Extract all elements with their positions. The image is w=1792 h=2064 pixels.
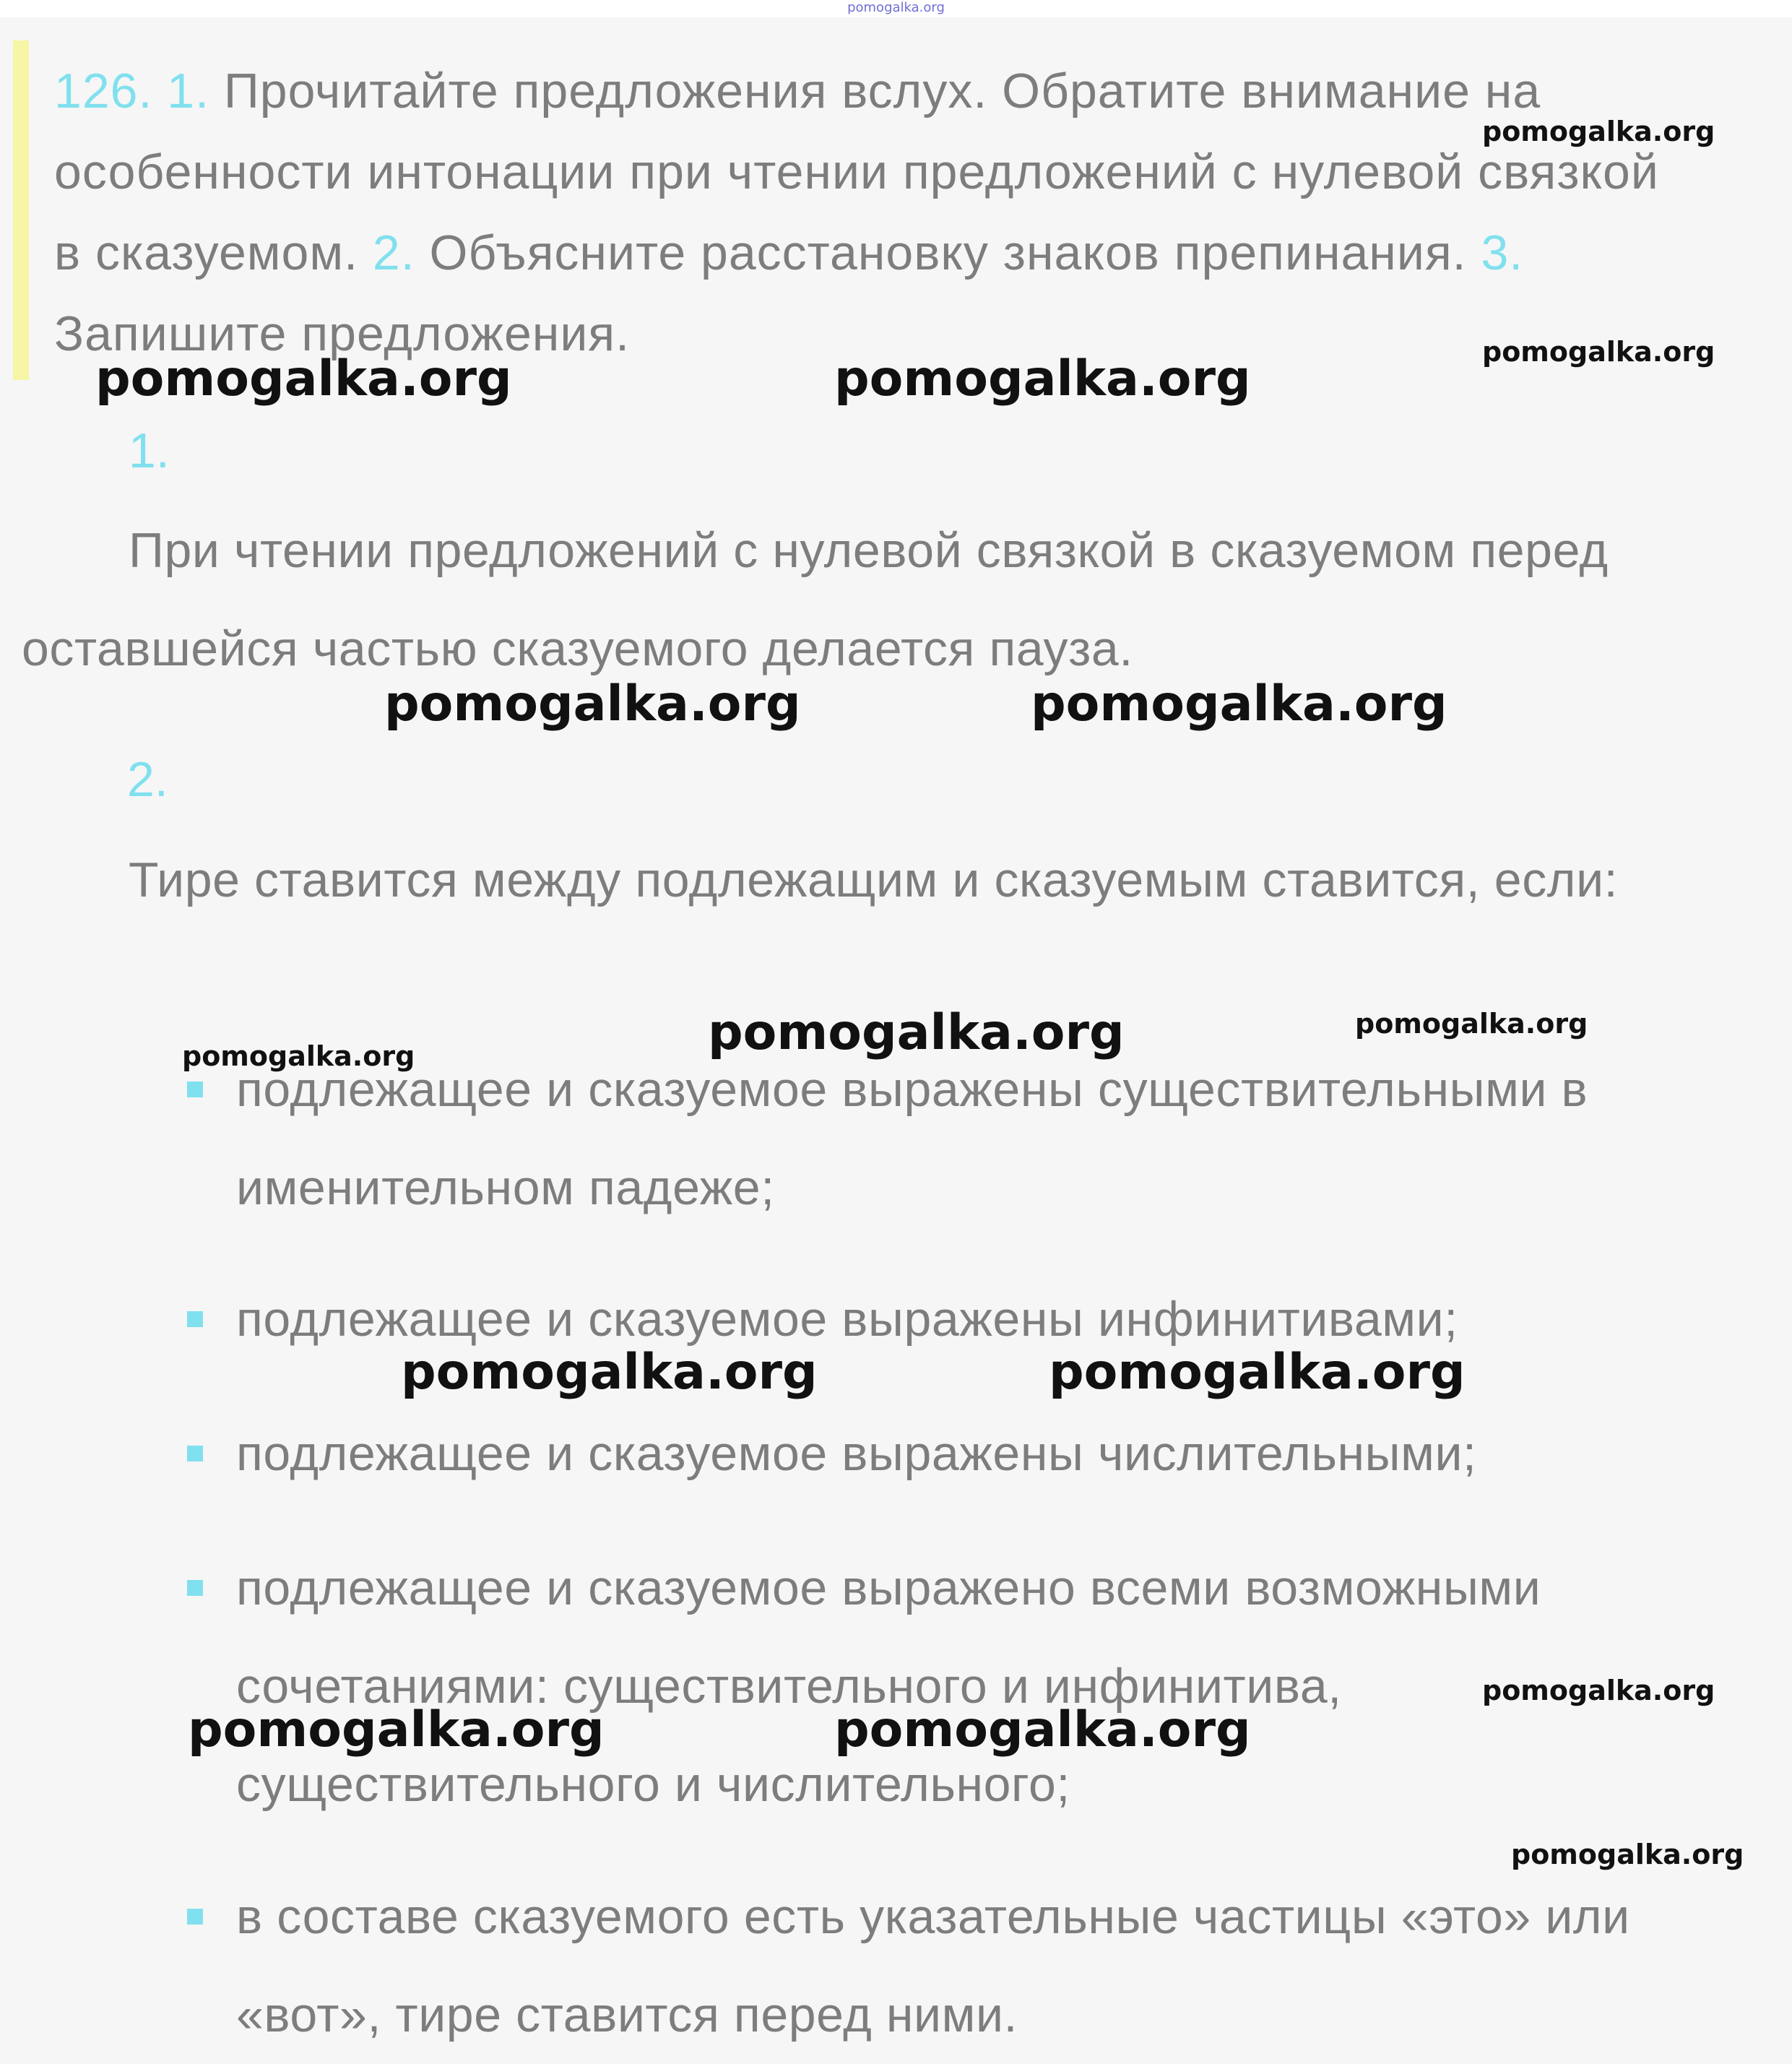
watermark: pomogalka.org (708, 1004, 1125, 1061)
site-mark: pomogalka.org (847, 0, 945, 15)
bullet-icon (187, 1081, 203, 1097)
watermark: pomogalka.org (1031, 675, 1447, 733)
bullet-icon (187, 1909, 203, 1925)
bullet-icon (187, 1580, 203, 1596)
list-item-text: подлежащее и сказуемое выражено всеми возможными сочетаниями: существительного и инфинитива, существительного и числительного; (236, 1560, 1541, 1812)
bullet-icon (187, 1446, 203, 1461)
list-item-text: подлежащее и сказуемое выражены инфинитивами; (236, 1292, 1458, 1347)
watermark: pomogalka.org (834, 350, 1251, 407)
watermark: pomogalka.org (188, 1701, 605, 1758)
watermark: pomogalka.org (1511, 1839, 1744, 1870)
answer-1-text (22, 501, 1654, 698)
task-statement (54, 51, 1694, 374)
task-step-3: 3. (1481, 225, 1524, 280)
answer-2-intro (22, 831, 1654, 929)
list-item-text: подлежащее и сказуемое выражены существительными в именительном падеже; (236, 1062, 1588, 1215)
task-text-2: Объясните расстановку знаков препинания. (415, 225, 1481, 280)
watermark: pomogalka.org (95, 350, 512, 407)
list-item-text: в составе сказуемого есть указательные частицы «это» или «вот», тире ставится перед ними. (236, 1889, 1630, 2042)
watermark: pomogalka.org (1482, 116, 1715, 147)
answer-1-number: 1. (129, 423, 170, 478)
watermark: pomogalka.org (1482, 1675, 1715, 1706)
answer-2-number: 2. (127, 752, 168, 807)
task-text-1: Прочитайте предложения вслух. Обратите внимание на особенности интонации при чтении предложений с нулевой связкой в сказуемом. (54, 64, 1659, 280)
bullet-icon (187, 1311, 203, 1327)
watermark: pomogalka.org (1049, 1344, 1466, 1401)
task-number: 126. (54, 64, 153, 118)
task-text-3: Запишите предложения. (54, 306, 631, 361)
watermark: pomogalka.org (1482, 336, 1715, 368)
task-step-2: 2. (372, 225, 415, 280)
answer-1-body: При чтении предложений с нулевой связкой в сказуемом перед оставшейся частью сказуемого делается пауза. (22, 523, 1609, 676)
task-step-1: 1. (167, 64, 209, 118)
list-item-text: подлежащее и сказуемое выражены числительными; (236, 1426, 1477, 1481)
watermark: pomogalka.org (182, 1040, 415, 1072)
watermark: pomogalka.org (834, 1701, 1251, 1758)
watermark: pomogalka.org (401, 1344, 818, 1401)
watermark: pomogalka.org (1355, 1008, 1588, 1040)
answer-2-intro-text: Тире ставится между подлежащим и сказуемым ставится, если: (129, 852, 1619, 907)
watermark: pomogalka.org (384, 675, 801, 733)
